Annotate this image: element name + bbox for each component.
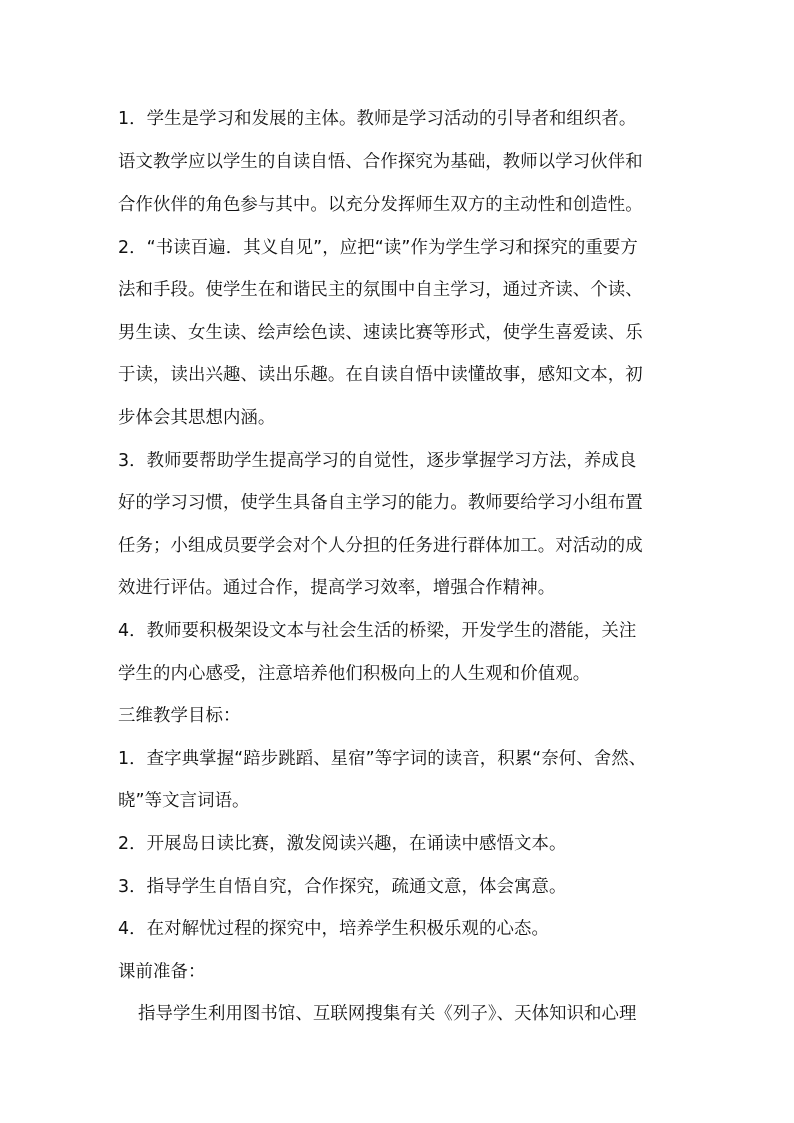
paragraph-1-line-1: 1．学生是学习和发展的主体。教师是学习活动的引导者和组织者。: [118, 109, 637, 129]
paragraph-1-line-2: 语文教学应以学生的自读自悟、合作探究为基础，教师以学习伙伴和: [118, 152, 643, 172]
goal-2: 2．开展岛日读比赛，激发阅读兴趣，在诵读中感悟文本。: [118, 834, 567, 854]
paragraph-1-line-3: 合作伙伴的角色参与其中。以充分发挥师生双方的主动性和创造性。: [118, 195, 643, 215]
paragraph-2-line-3: 男生读、女生读、绘声绘色读、速读比赛等形式，使学生喜爱读、乐: [118, 323, 643, 343]
paragraph-3-line-1: 3．教师要帮助学生提高学习的自觉性，逐步掌握学习方法，养成良: [118, 451, 637, 471]
paragraph-3-line-3: 任务；小组成员要学会对个人分担的任务进行群体加工。对活动的成: [118, 536, 643, 556]
goal-1-line-2: 晓”等文言词语。: [118, 791, 250, 811]
paragraph-2-line-4: 于读，读出兴趣、读出乐趣。在自读自悟中读懂故事，感知文本，初: [118, 365, 643, 385]
paragraph-3-line-2: 好的学习习惯，使学生具备自主学习的能力。教师要给学习小组布置: [118, 493, 643, 513]
goal-4: 4．在对解忧过程的探究中，培养学生积极乐观的心态。: [118, 919, 549, 939]
section-heading-goals: 三维教学目标：: [118, 706, 241, 726]
paragraph-2-line-1: 2．“书读百遍．其义自见”，应把“读”作为学生学习和探究的重要方: [118, 238, 638, 258]
paragraph-4-line-1: 4．教师要积极架设文本与社会生活的桥梁，开发学生的潜能，关注: [118, 621, 637, 641]
goal-1-line-1: 1．查字典掌握“踣步跳蹈、星宿”等字词的读音，积累“奈何、舍然、: [118, 749, 647, 769]
paragraph-3-line-4: 效进行评估。通过合作，提高学习效率，增强合作精神。: [118, 578, 556, 598]
paragraph-2-line-5: 步体会其思想内涵。: [118, 408, 276, 428]
section-heading-preparation: 课前准备：: [118, 962, 206, 982]
preparation-line-1: 指导学生利用图书馆、互联网搜集有关《列子》、天体知识和心理: [138, 1004, 637, 1024]
paragraph-4-line-2: 学生的内心感受，注意培养他们积极向上的人生观和价值观。: [118, 664, 591, 684]
paragraph-2-line-2: 法和手段。使学生在和谐民主的氛围中自主学习，通过齐读、个读、: [118, 280, 643, 300]
goal-3: 3．指导学生自悟自究，合作探究，疏通文意，体会寓意。: [118, 877, 567, 897]
